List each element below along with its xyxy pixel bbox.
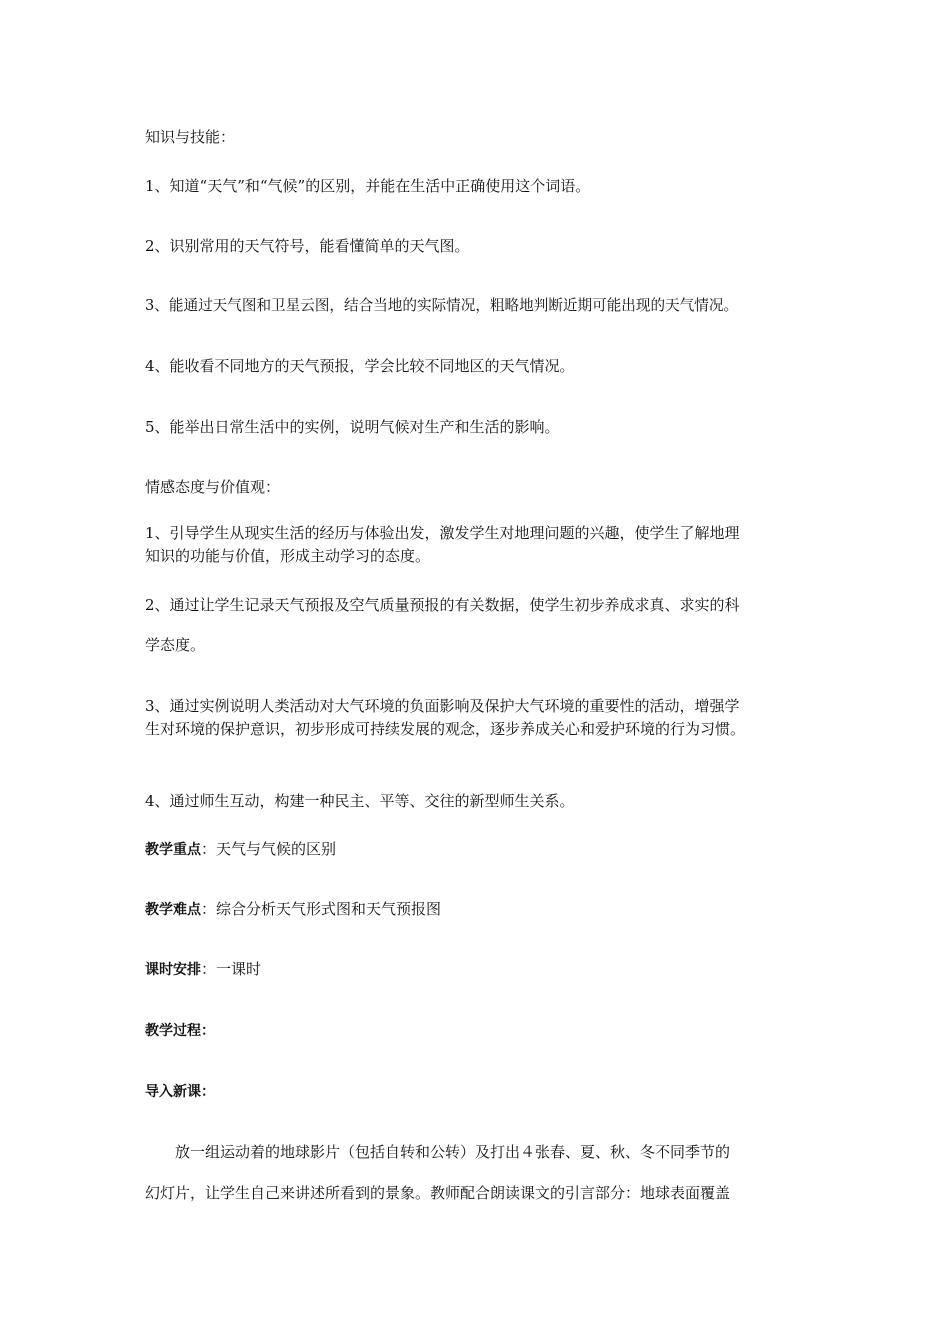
teaching-difficulty-label: 教学难点 — [145, 902, 201, 918]
knowledge-item-1: 1、知道“天气”和“气候”的区别，并能在生活中正确使用这个词语。 — [145, 177, 591, 195]
emotion-item-3-line1: 3、通过实例说明人类活动对大气环境的负面影响及保护大气环境的重要性的活动，增强学 — [145, 697, 740, 715]
class-schedule-label: 课时安排 — [145, 962, 201, 978]
knowledge-item-4: 4、能收看不同地方的天气预报，学会比较不同地区的天气情况。 — [145, 357, 575, 375]
emotion-item-4: 4、通过师生互动，构建一种民主、平等、交往的新型师生关系。 — [145, 792, 575, 810]
emotion-item-2-line2: 学态度。 — [145, 636, 206, 654]
process-heading: 教学过程： — [145, 1023, 215, 1039]
teaching-focus-value: ：天气与气候的区别 — [201, 840, 337, 858]
intro-heading: 导入新课： — [145, 1084, 215, 1100]
teaching-difficulty — [145, 899, 441, 920]
emotion-item-1-line1: 1、引导学生从现实生活的经历与体验出发，激发学生对地理问题的兴趣，使学生了解地理 — [145, 524, 740, 542]
emotion-heading: 情感态度与价值观： — [145, 478, 281, 496]
teaching-difficulty-value: ：综合分析天气形式图和天气预报图 — [201, 900, 442, 918]
intro-paragraph-line2: 幻灯片，让学生自己来讲述所看到的景象。教师配合朗读课文的引言部分：地球表面覆盖 — [145, 1184, 731, 1202]
teaching-focus-label: 教学重点 — [145, 842, 201, 858]
teaching-focus — [145, 839, 336, 860]
emotion-item-1-line2: 知识的功能与价值，形成主动学习的态度。 — [145, 547, 431, 565]
class-schedule-value: ：一课时 — [201, 960, 262, 978]
emotion-item-2-line1: 2、通过让学生记录天气预报及空气质量预报的有关数据，使学生初步养成求真、求实的科 — [145, 596, 740, 614]
knowledge-heading: 知识与技能： — [145, 128, 236, 146]
knowledge-item-3: 3、能通过天气图和卫星云图，结合当地的实际情况，粗略地判断近期可能出现的天气情况。 — [145, 297, 739, 314]
knowledge-item-5: 5、能举出日常生活中的实例，说明气候对生产和生活的影响。 — [145, 418, 560, 436]
class-schedule — [145, 959, 261, 980]
emotion-item-3-line2: 生对环境的保护意识，初步形成可持续发展的观念，逐步养成关心和爱护环境的行为习惯。 — [145, 720, 746, 738]
intro-paragraph-line1: 放一组运动着的地球影片（包括自转和公转）及打出４张春、夏、秋、冬不同季节的 — [175, 1143, 731, 1161]
knowledge-item-2: 2、识别常用的天气符号，能看懂简单的天气图。 — [145, 237, 470, 255]
